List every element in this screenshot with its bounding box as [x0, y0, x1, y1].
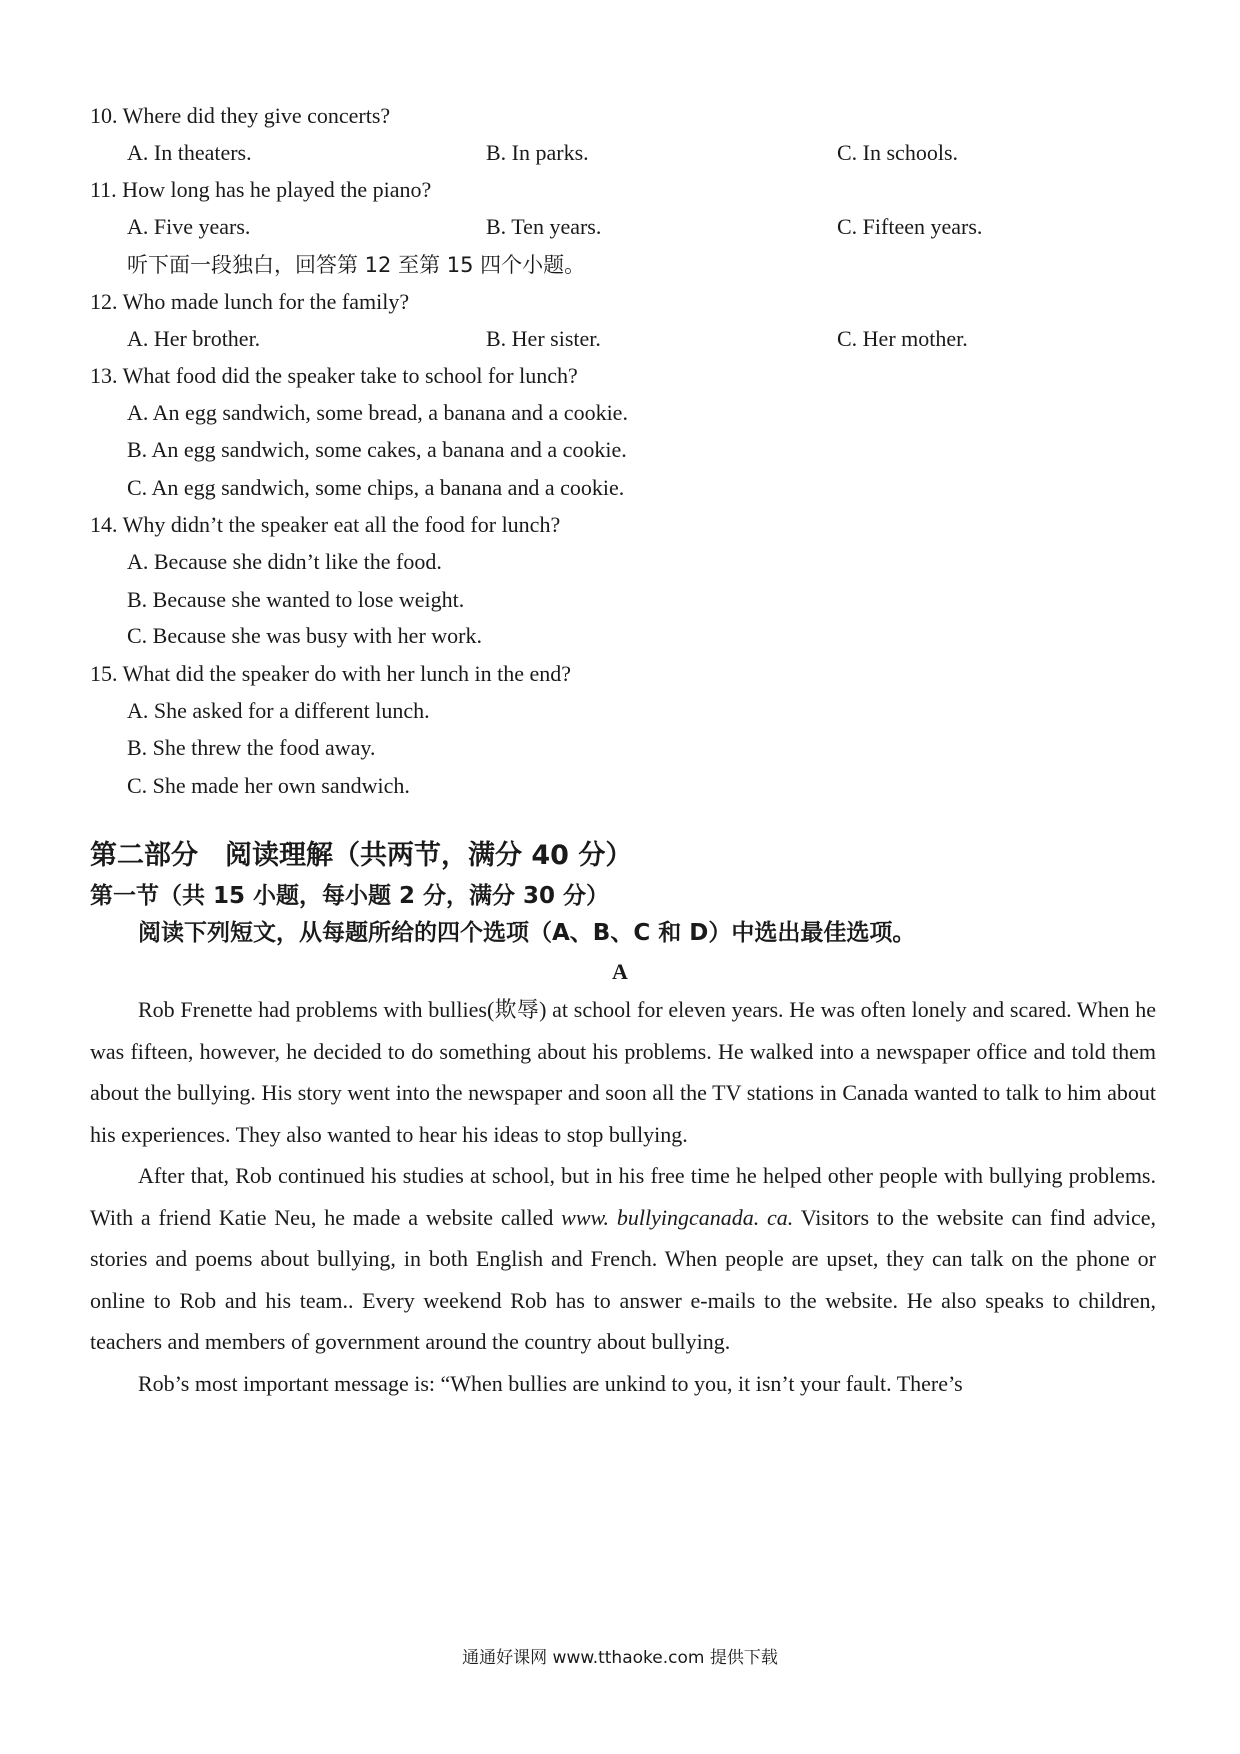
question-14-option-c: C. Because she was busy with her work. — [127, 623, 482, 648]
paragraph-2-text-b: Visitors to the website can find advice, stories and poems about bullying, in both English and French. When people are upset, they can talk on the phone or online to Rob and his team.. Every weekend Rob has to answer e-mails to the website. He also speaks to children, teachers and members of government around the country about bullying. — [90, 1204, 1156, 1354]
question-12-stem: 12. Who made lunch for the family? — [90, 289, 410, 314]
passage-paragraph-2 — [90, 1155, 1156, 1363]
paragraph-2-text-a: After that, Rob continued his studies at school, but in his free time he helped other people with bullying problems. With a friend Katie Neu, he made a website called — [90, 1163, 1156, 1230]
section-instruction: 阅读下列短文，从每题所给的四个选项（A、B、C 和 D）中选出最佳选项。 — [138, 920, 916, 946]
question-11-option-a: A. Five years. — [127, 214, 251, 239]
passage-paragraph-1: Rob Frenette had problems with bullies(欺辱) at school for eleven years. He was often lonely and scared. When he was fifteen, however, he decided to do something about his problems. He walked into a newspaper office and told them about the bullying. His story went into the newspaper and soon all the TV stations in Canada wanted to talk to him about his experiences. They also wanted to hear his ideas to stop bullying. — [90, 997, 1156, 1147]
page-footer: 通通好课网 www.tthaoke.com 提供下载 — [462, 1648, 778, 1668]
question-15-stem: 15. What did the speaker do with her lunch in the end? — [90, 661, 572, 686]
question-15-option-a: A. She asked for a different lunch. — [127, 698, 430, 723]
passage — [90, 989, 1156, 1404]
question-13-stem: 13. What food did the speaker take to school for lunch? — [90, 363, 578, 388]
website-url: www. bullyingcanada. ca. — [561, 1204, 794, 1230]
passage-letter: A — [612, 959, 628, 984]
question-11-option-c: C. Fifteen years. — [837, 214, 983, 239]
listening-instruction: 听下面一段独白，回答第 12 至第 15 四个小题。 — [127, 253, 586, 277]
passage-paragraph-3: Rob’s most important message is: “When bullies are unkind to you, it isn’t your fault. There’s — [138, 1370, 963, 1396]
question-12-option-a: A. Her brother. — [127, 326, 261, 351]
section-subtitle: 第一节（共 15 小题，每小题 2 分，满分 30 分） — [90, 883, 610, 909]
question-14-option-a: A. Because she didn’t like the food. — [127, 549, 442, 574]
question-13-option-c: C. An egg sandwich, some chips, a banana and a cookie. — [127, 475, 625, 500]
question-14-stem: 14. Why didn’t the speaker eat all the food for lunch? — [90, 512, 561, 537]
question-15-option-c: C. She made her own sandwich. — [127, 773, 410, 798]
question-13-option-b: B. An egg sandwich, some cakes, a banana and a cookie. — [127, 437, 627, 462]
question-11-option-b: B. Ten years. — [486, 214, 602, 239]
question-10-option-c: C. In schools. — [837, 140, 958, 165]
question-10-stem: 10. Where did they give concerts? — [90, 103, 391, 128]
question-12-option-c: C. Her mother. — [837, 326, 968, 351]
question-10-option-a: A. In theaters. — [127, 140, 252, 165]
question-13-option-a: A. An egg sandwich, some bread, a banana and a cookie. — [127, 400, 628, 425]
section-title: 第二部分 阅读理解（共两节，满分 40 分） — [90, 840, 633, 871]
question-15-option-b: B. She threw the food away. — [127, 735, 376, 760]
question-14-option-b: B. Because she wanted to lose weight. — [127, 587, 465, 612]
question-10-option-b: B. In parks. — [486, 140, 589, 165]
question-12-option-b: B. Her sister. — [486, 326, 601, 351]
question-11-stem: 11. How long has he played the piano? — [90, 177, 432, 202]
